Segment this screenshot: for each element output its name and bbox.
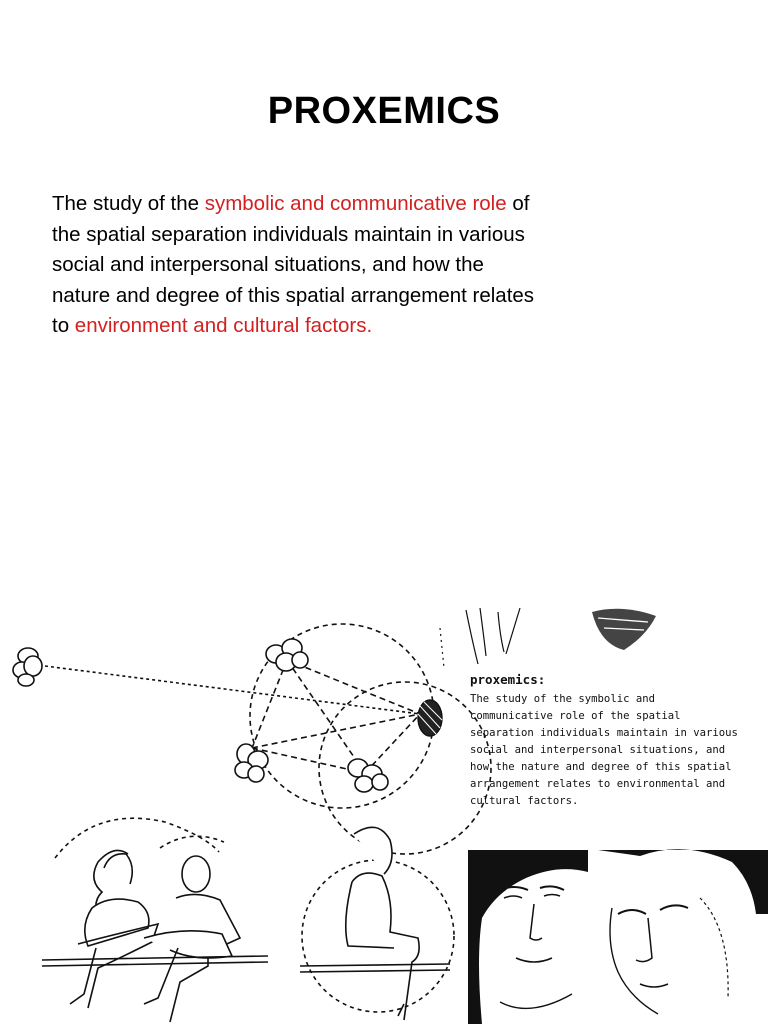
definition-line-7: cultural factors. [470, 795, 579, 807]
definition-line-3: separation individuals maintain in various [470, 727, 738, 739]
scan-fragment-eye [592, 609, 656, 650]
proxemics-illustration [0, 598, 768, 1024]
face-photo-left [468, 850, 588, 1024]
distance-line-far [45, 666, 420, 714]
paragraph-text-1: The study of the [52, 192, 205, 215]
couple-on-bench-illustration [42, 818, 268, 1022]
definition-line-6: arrangement relates to environmental and [470, 778, 726, 790]
person-top-icon [266, 639, 308, 671]
definition-line-2: communicative role of the spatial [470, 710, 681, 722]
definition-title: proxemics: [470, 672, 546, 687]
definition-paragraph [52, 189, 542, 342]
highlight-symbolic-role: symbolic and communicative role [204, 192, 507, 215]
distance-line-c [252, 714, 420, 748]
central-person-icon [418, 700, 442, 736]
face-photo-right [598, 849, 768, 1024]
woman-alone-illustration [300, 827, 454, 1020]
slide-title: PROXEMICS [267, 90, 501, 132]
distance-line-b [252, 660, 287, 748]
scan-fragment-top [440, 608, 520, 668]
definition-line-5: how the nature and degree of this spatial [470, 761, 732, 773]
handwritten-definition [470, 672, 738, 807]
distance-line-f [287, 660, 365, 773]
paragraph-text-2: of the spatial separation individuals maintain in various social and interpersonal situations, and how the nature and degree of this spatial arrangement relates to [52, 192, 535, 337]
definition-line-1: The study of the symbolic and [470, 693, 655, 705]
person-bottom-icon [348, 759, 388, 792]
distance-line-a [287, 660, 420, 714]
definition-line-4: social and interpersonal situations, and [470, 744, 726, 756]
highlight-environment-factors: environment and cultural factors. [74, 314, 373, 337]
person-far-left-icon [13, 648, 42, 686]
